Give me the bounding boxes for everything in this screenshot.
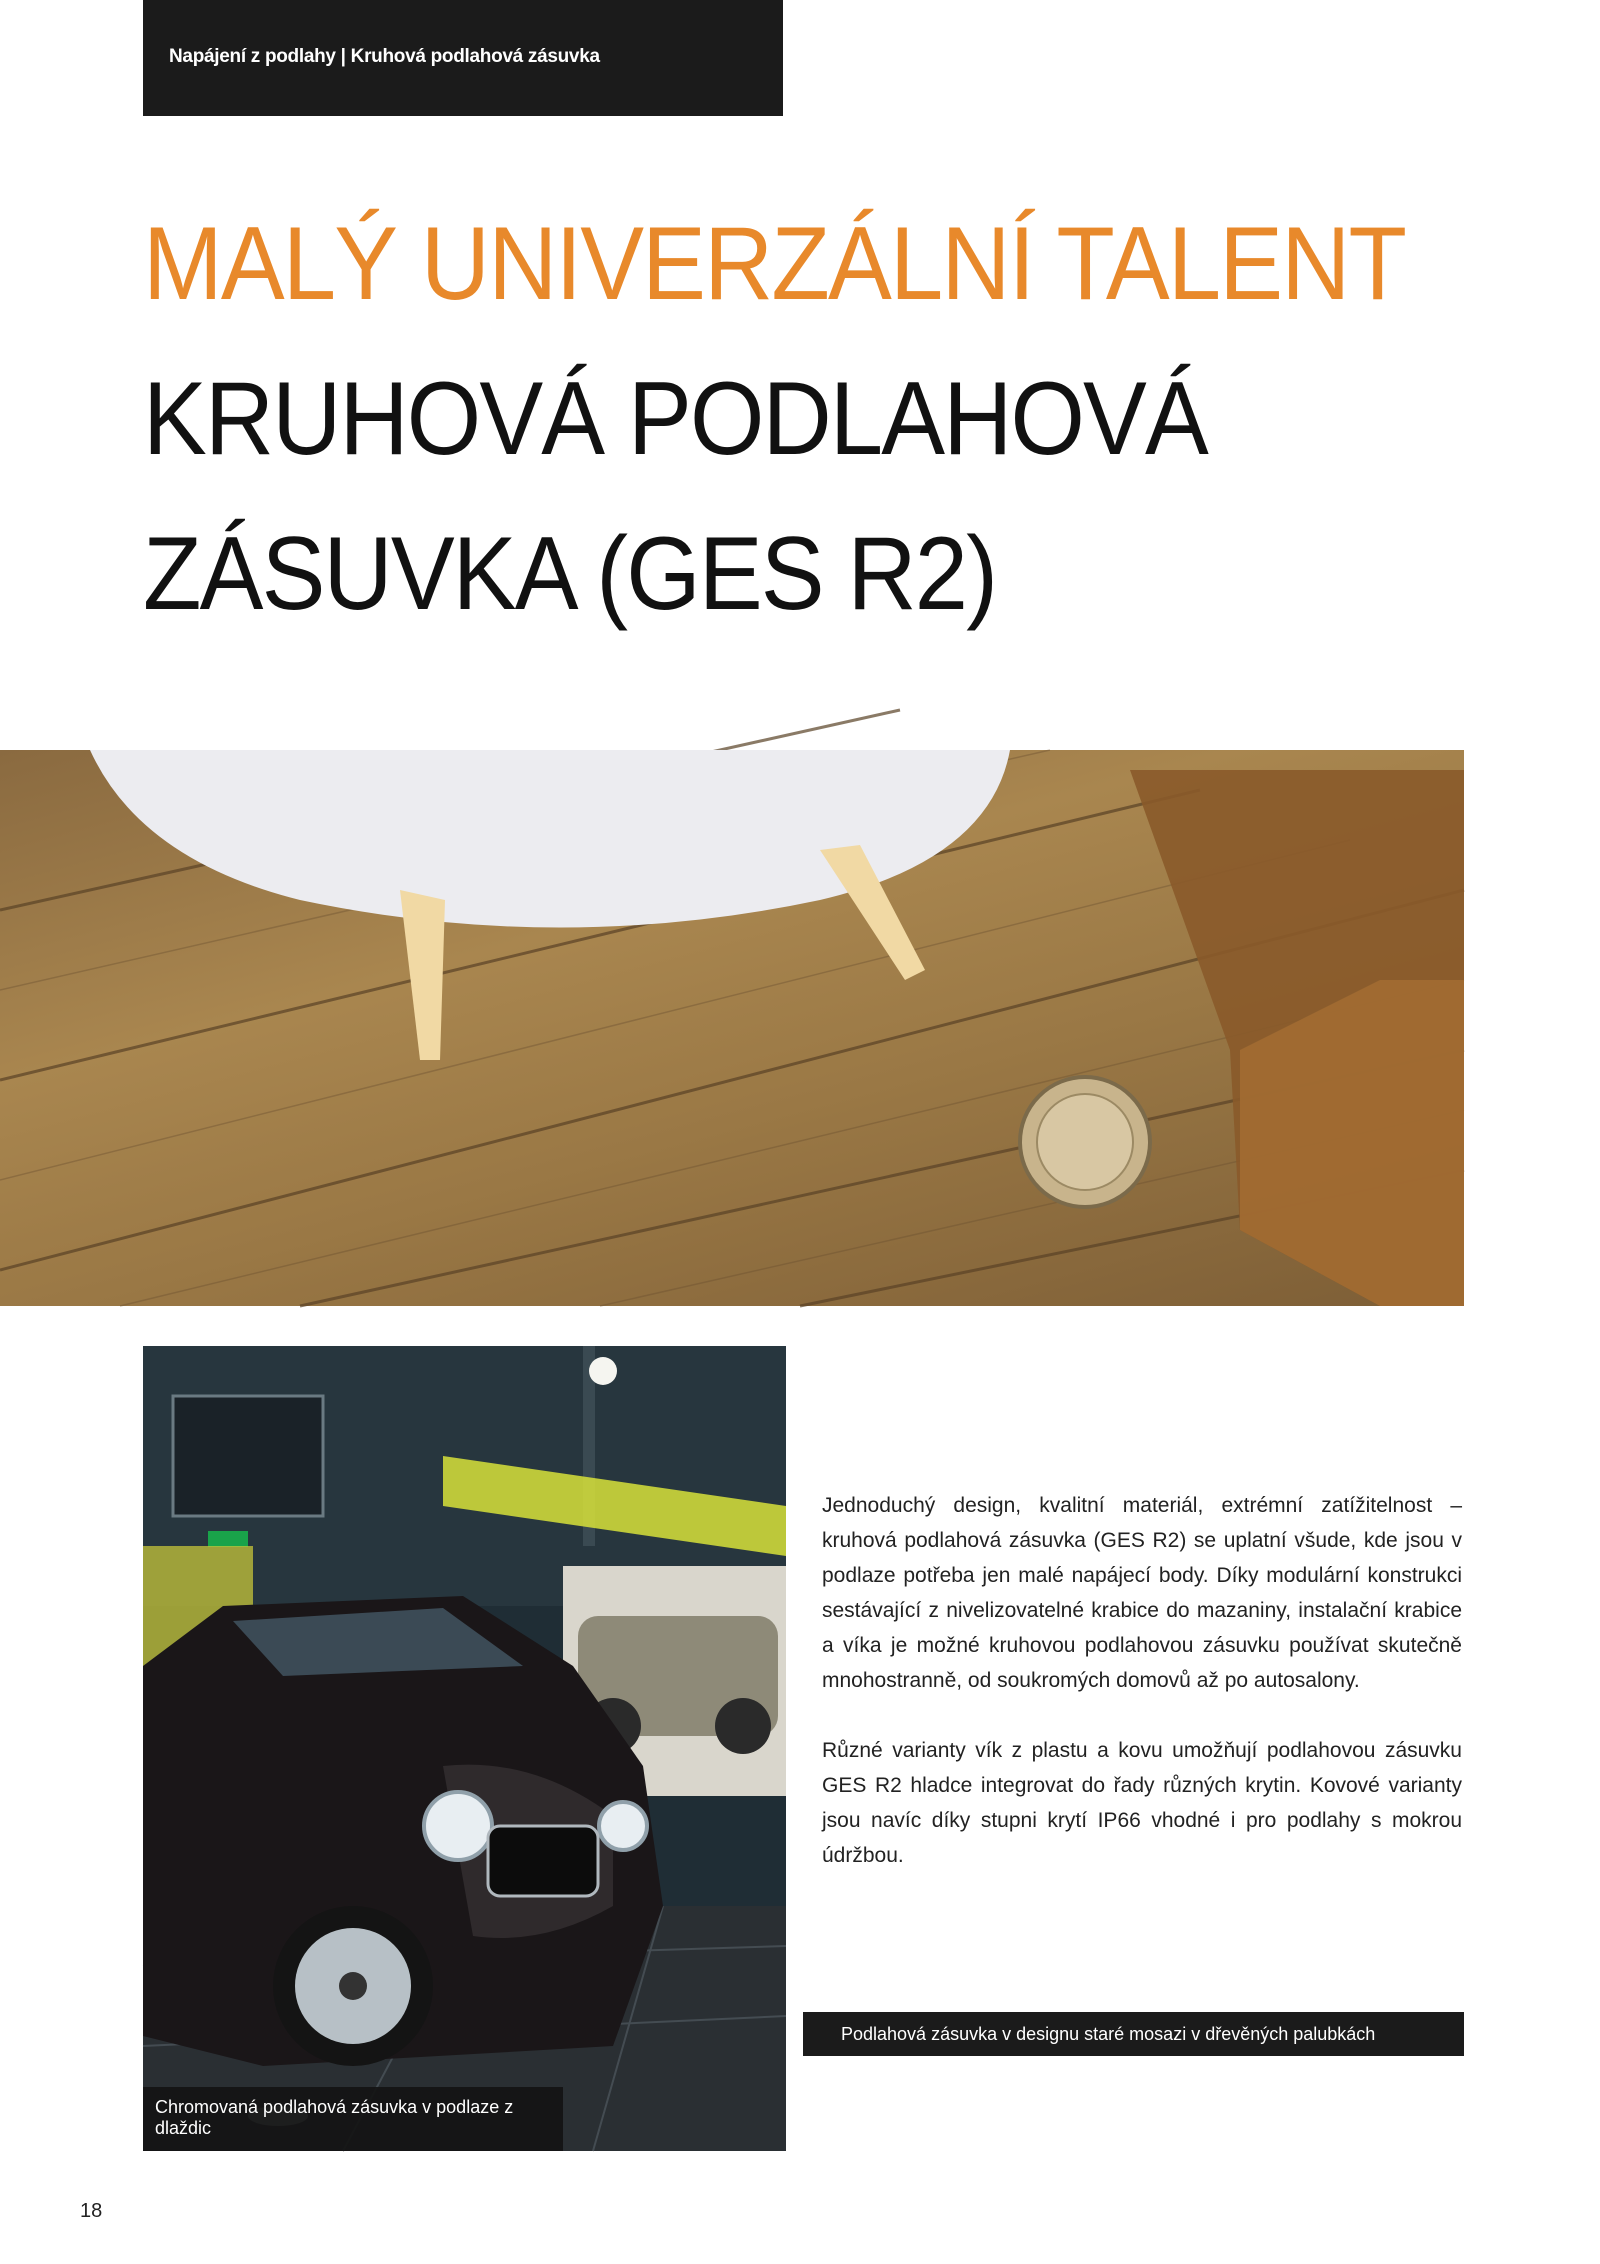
caption-top-text: Podlahová zásuvka v designu staré mosazi v dřevěných palubkách xyxy=(841,2024,1376,2044)
chair-leg-left xyxy=(400,890,445,1060)
title-line-2: KRUHOVÁ PODLAHOVÁ xyxy=(143,361,1207,477)
car-showroom-illustration xyxy=(143,1346,786,2151)
body-paragraph-1: Jednoduchý design, kvalitní materiál, extrémní zatížitelnost – kruhová podlahová zásuvka (GES R2) se uplatní všude, kde jsou v podlaze potřeba jen malé napájecí body. Díky modulární konstrukci sestávající z nivelizovatelné krabice do mazaniny, instalační krabice a víka je možné kruhovou podlahovou zásuvku používat skutečně mnohostranně, od soukromých domovů až po autosalony. xyxy=(822,1494,1462,1692)
caption-car-photo xyxy=(143,2087,563,2151)
page-number: 18 xyxy=(80,2200,103,2222)
title-line-3: ZÁSUVKA (GES R2) xyxy=(143,516,997,632)
photo-car-showroom xyxy=(143,1346,786,2151)
caption-car-text: Chromovaná podlahová zásuvka v podlaze z dlaždic xyxy=(155,2097,514,2138)
wooden-floor-illustration xyxy=(0,750,1464,1306)
breadcrumb: Napájení z podlahy | Kruhová podlahová zásuvka xyxy=(169,46,600,67)
header-bar xyxy=(143,0,783,116)
body-paragraph-2: Různé varianty vík z plastu a kovu umožňují podlahovou zásuvku GES R2 hladce integrovat do řady různých krytin. Kovové varianty jsou navíc díky stupni krytí IP66 vhodné i pro podlahy s mokrou údržbou. xyxy=(822,1739,1462,1867)
caption-top-photo xyxy=(803,2012,1464,2056)
title-line-accent: MALÝ UNIVERZÁLNÍ TALENT xyxy=(143,206,1406,322)
body-text xyxy=(822,1488,1462,1908)
